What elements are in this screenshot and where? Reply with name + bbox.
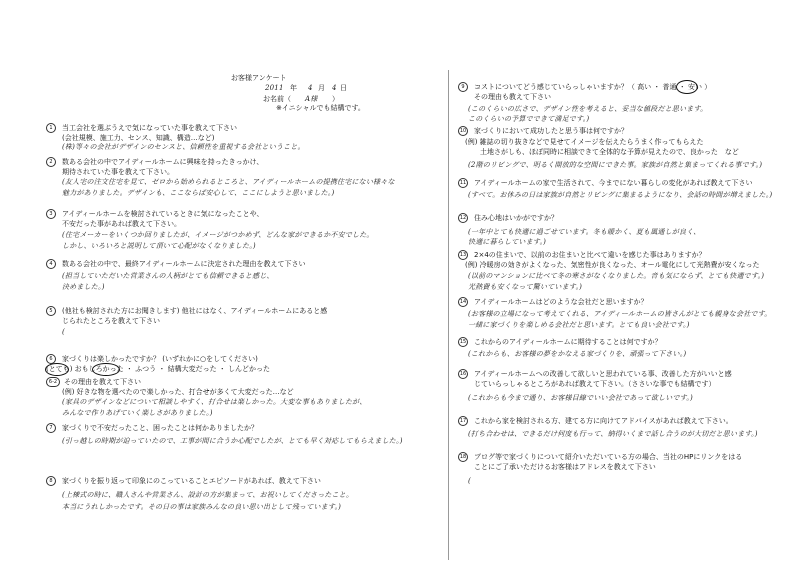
question-number: 15 [459, 339, 467, 345]
question-sub: 土地さがしも、ほぼ同時に相談できて全体的な予算が見えたので、良かった など [480, 148, 739, 156]
answer-line: (以前のマンションに比べて冬の寒さがなくなりました。音も気にならず、とても快適です。) [468, 272, 765, 280]
answer-line: (友人宅の注文住宅を見て、ゼロから始められるところと、アイディールホームの提携住宅にない様々な [62, 178, 395, 186]
answer-line: ( [468, 477, 471, 485]
answer-line: (これからも今まで通り、お客様目線でいい会社であって欲しいです。) [468, 394, 693, 402]
answer-line: (家具のデザインなどについて相談しやすく、打合せは楽しかった。大変な事もありましたが、 [62, 398, 367, 406]
column-divider [448, 70, 449, 560]
question-number: 16 [459, 371, 467, 377]
question-text: 数ある会社の中で、最終アイディールホームに決定された理由を教えて下さい [62, 260, 306, 268]
question-number: 18 [459, 454, 467, 460]
initial-note: ※イニシャルでも結構です。 [276, 104, 365, 112]
date-year-label: 年 [290, 84, 297, 92]
question-number: 1 [46, 123, 56, 133]
question-options: (とても) おもしろかった ・ ふつう ・ 結構大変だった ・ しんどかった [46, 365, 271, 373]
question-sub: その理由も教えて下さい [474, 93, 551, 101]
answer-line: (一年中とても快適に過ごせています。冬も暖かく、夏も風通しが良く、 [468, 228, 701, 236]
answer-line: (これからも、お客様の夢をかなえる家づくりを、頑張って下さい。) [468, 350, 687, 358]
question-number: 17 [459, 418, 467, 424]
question-sub: 不安だった事があれば教えて下さい。 [62, 220, 181, 228]
question-sub: じられたところを教えて下さい [62, 317, 160, 325]
answer-line: 決めました。) [62, 283, 105, 291]
answer-line: 一緒に家づくりを楽しめる会社だと思います。とても良い会社です。) [468, 321, 690, 329]
question-number: 3 [46, 209, 56, 219]
answer-line: このくらいの予算でできて満足です。) [468, 115, 590, 123]
question-text: 家づくりで不安だったこと、困ったことは何かありましたか？ [62, 424, 258, 432]
name-label: お名前（ [263, 95, 291, 103]
question-number: 8 [46, 476, 56, 486]
question-text: (他社も検討された方にお聞きします) 他社にはなく、アイディールホームにあると感 [62, 307, 328, 315]
question-number: 6-2 [46, 377, 60, 387]
answer-line: (上棟式の時に、職人さんや営業さん、設計の方が集まって、お祝いしてくださったこと。 [62, 491, 354, 499]
date-day: 4 [332, 84, 337, 92]
answer-line: 魅力がありました。デザインも、ここならば安心して、ここにしようと思いました。) [62, 189, 335, 197]
question-sub: 期待されていた事を教えて下さい。 [62, 168, 174, 176]
question-sub: (例) 冷暖房の効きがよくなった、気密性が良くなった、オール電化にして光熱費が安くなった [465, 261, 760, 269]
question-sub: (会社規模、施工力、センス、知識、構造…など) [62, 134, 215, 142]
answer-line: (住宅メーカーをいくつか回りましたが、イメージがつかめず、どんな家ができるか不安でした。 [62, 231, 374, 239]
question-number: 7 [46, 423, 56, 433]
name-value: A様 [305, 95, 318, 103]
answer-line: (打ち合わせは、できるだけ何度も行って、納得いくまで話し合うのが大切だと思います。) [468, 430, 758, 438]
question-number: 2 [46, 157, 56, 167]
answer-line: (お客様の立場になって考えてくれる、アイディールホームの皆さんがとても親身な会社です。 [468, 310, 772, 318]
answer-line: 快適に暮らしています。) [468, 238, 547, 246]
question-number: 11 [459, 180, 467, 186]
question-text: アイディールホームを検討されているときに気になったことや、 [62, 210, 264, 218]
answer-line: (株)等々の会社がデザインのセンスと、信頼性を重視する会社ということ。 [62, 143, 305, 151]
answer-line: ( [62, 328, 65, 336]
question-sub: (例) 雑誌の切り抜きなどで見せてイメージを伝えたらうまく作ってもらえた [465, 138, 704, 146]
question-text: アイディールホームの家で生活されて、今までにない暮らしの変化があれば教えて下さい [474, 179, 753, 187]
question-sub: (例) 好きな物を選べたので楽しかった、打合せが多くて大変だった…など [62, 388, 294, 396]
question-number: 4 [46, 259, 56, 269]
question-sub: じていらっしゃるところがあれば教えて下さい。（ささいな事でも結構です） [474, 380, 716, 388]
answer-line: (担当していただいた営業さんの人柄がとても信頼できると感じ、 [62, 272, 274, 280]
answer-line: 光熱費も安くなって驚いています。) [468, 283, 583, 291]
name-close: ） [332, 95, 339, 103]
answer-line: (2階のリビングで、明るく開放的な空間にできた事。家族が自然と集まってくれる事です。) [468, 161, 763, 169]
question-text: これからのアイディールホームに期待することは何ですか？ [474, 338, 662, 346]
question-text: 住み心地はいかがですか？ [474, 214, 558, 222]
question-number: 10 [459, 128, 467, 134]
question-text: 当工会社を選ぶうえで気になっていた事を教えて下さい [62, 124, 237, 132]
survey-title: お客様アンケート [231, 74, 287, 82]
answer-line: (このくらいの広さで、デザイン性を考えると、妥当な値段だと思います。 [468, 105, 708, 113]
question-text: アイディールホームはどのような会社だと思いますか？ [474, 298, 648, 306]
answer-line: 本当にうれしかったです。その日の事は家族みんなの良い思い出として残っています。) [62, 503, 342, 511]
question-sub: ことにご了承いただけるお客様はアドレスを教えて下さい [474, 463, 656, 471]
question-number: 5 [46, 306, 56, 316]
answer-line: (すべて。お休みの日は家族が自然とリビングに集まるようになり、会話の時間が増えました。) [468, 191, 773, 199]
question-number: 14 [459, 299, 467, 305]
question-number: 6 [46, 354, 56, 364]
answer-line: みんなで作りあげていく楽しさがありました。) [62, 409, 213, 417]
question-text: 2×4の住まいで、以前のお住まいと比べて違いを感じた事はありますか？ [474, 251, 706, 259]
question-text: 家づくりを振り返って印象にのこっていることエピソードがあれば、教えて下さい [62, 477, 321, 485]
question-number: 9 [458, 82, 468, 92]
date-month-label: 月 [318, 84, 325, 92]
question-text: 数ある会社の中でアイディールホームに興味を持ったきっかけ、 [62, 158, 264, 166]
answer-line: (引っ越しの時期が迫っていたので、工事が間に合うか心配でしたが、とても早く対応してもらえました。) [62, 437, 403, 445]
question-number: 13 [459, 252, 467, 258]
question-number: 12 [459, 215, 467, 221]
question-text: アイディールホームへの改善して欲しいと思われている事、改善した方がいいと感 [474, 370, 732, 378]
date-year: 2011 [265, 84, 284, 92]
question-text: ブログ等で家づくりについて紹介いただいている方の場合、当社のHPにリンクをはる [474, 453, 743, 461]
question-text: コストについてどう感じていらっしゃいますか？（ 高い ・ 普通 ・ 安い ） [474, 83, 712, 91]
date-month: 4 [308, 84, 313, 92]
question-text: その理由を教えて下さい [64, 378, 141, 386]
selected-option-circle [676, 80, 698, 94]
date-day-label: 日 [340, 84, 347, 92]
selected-option-circle [92, 363, 120, 376]
emphasis-circle [45, 363, 69, 376]
question-text: 家づくりは楽しかったですか？ (いずれかに○をしてください) [62, 355, 258, 363]
question-text: 家づくりにおいて成功したと思う事は何ですか？ [474, 127, 628, 135]
answer-line: しかし、いろいろと説明して頂いて心配がなくなりました。) [62, 242, 256, 250]
question-text: これから家を検討される方、建てる方に向けてアドバイスがあれば教えて下さい。 [474, 417, 733, 425]
